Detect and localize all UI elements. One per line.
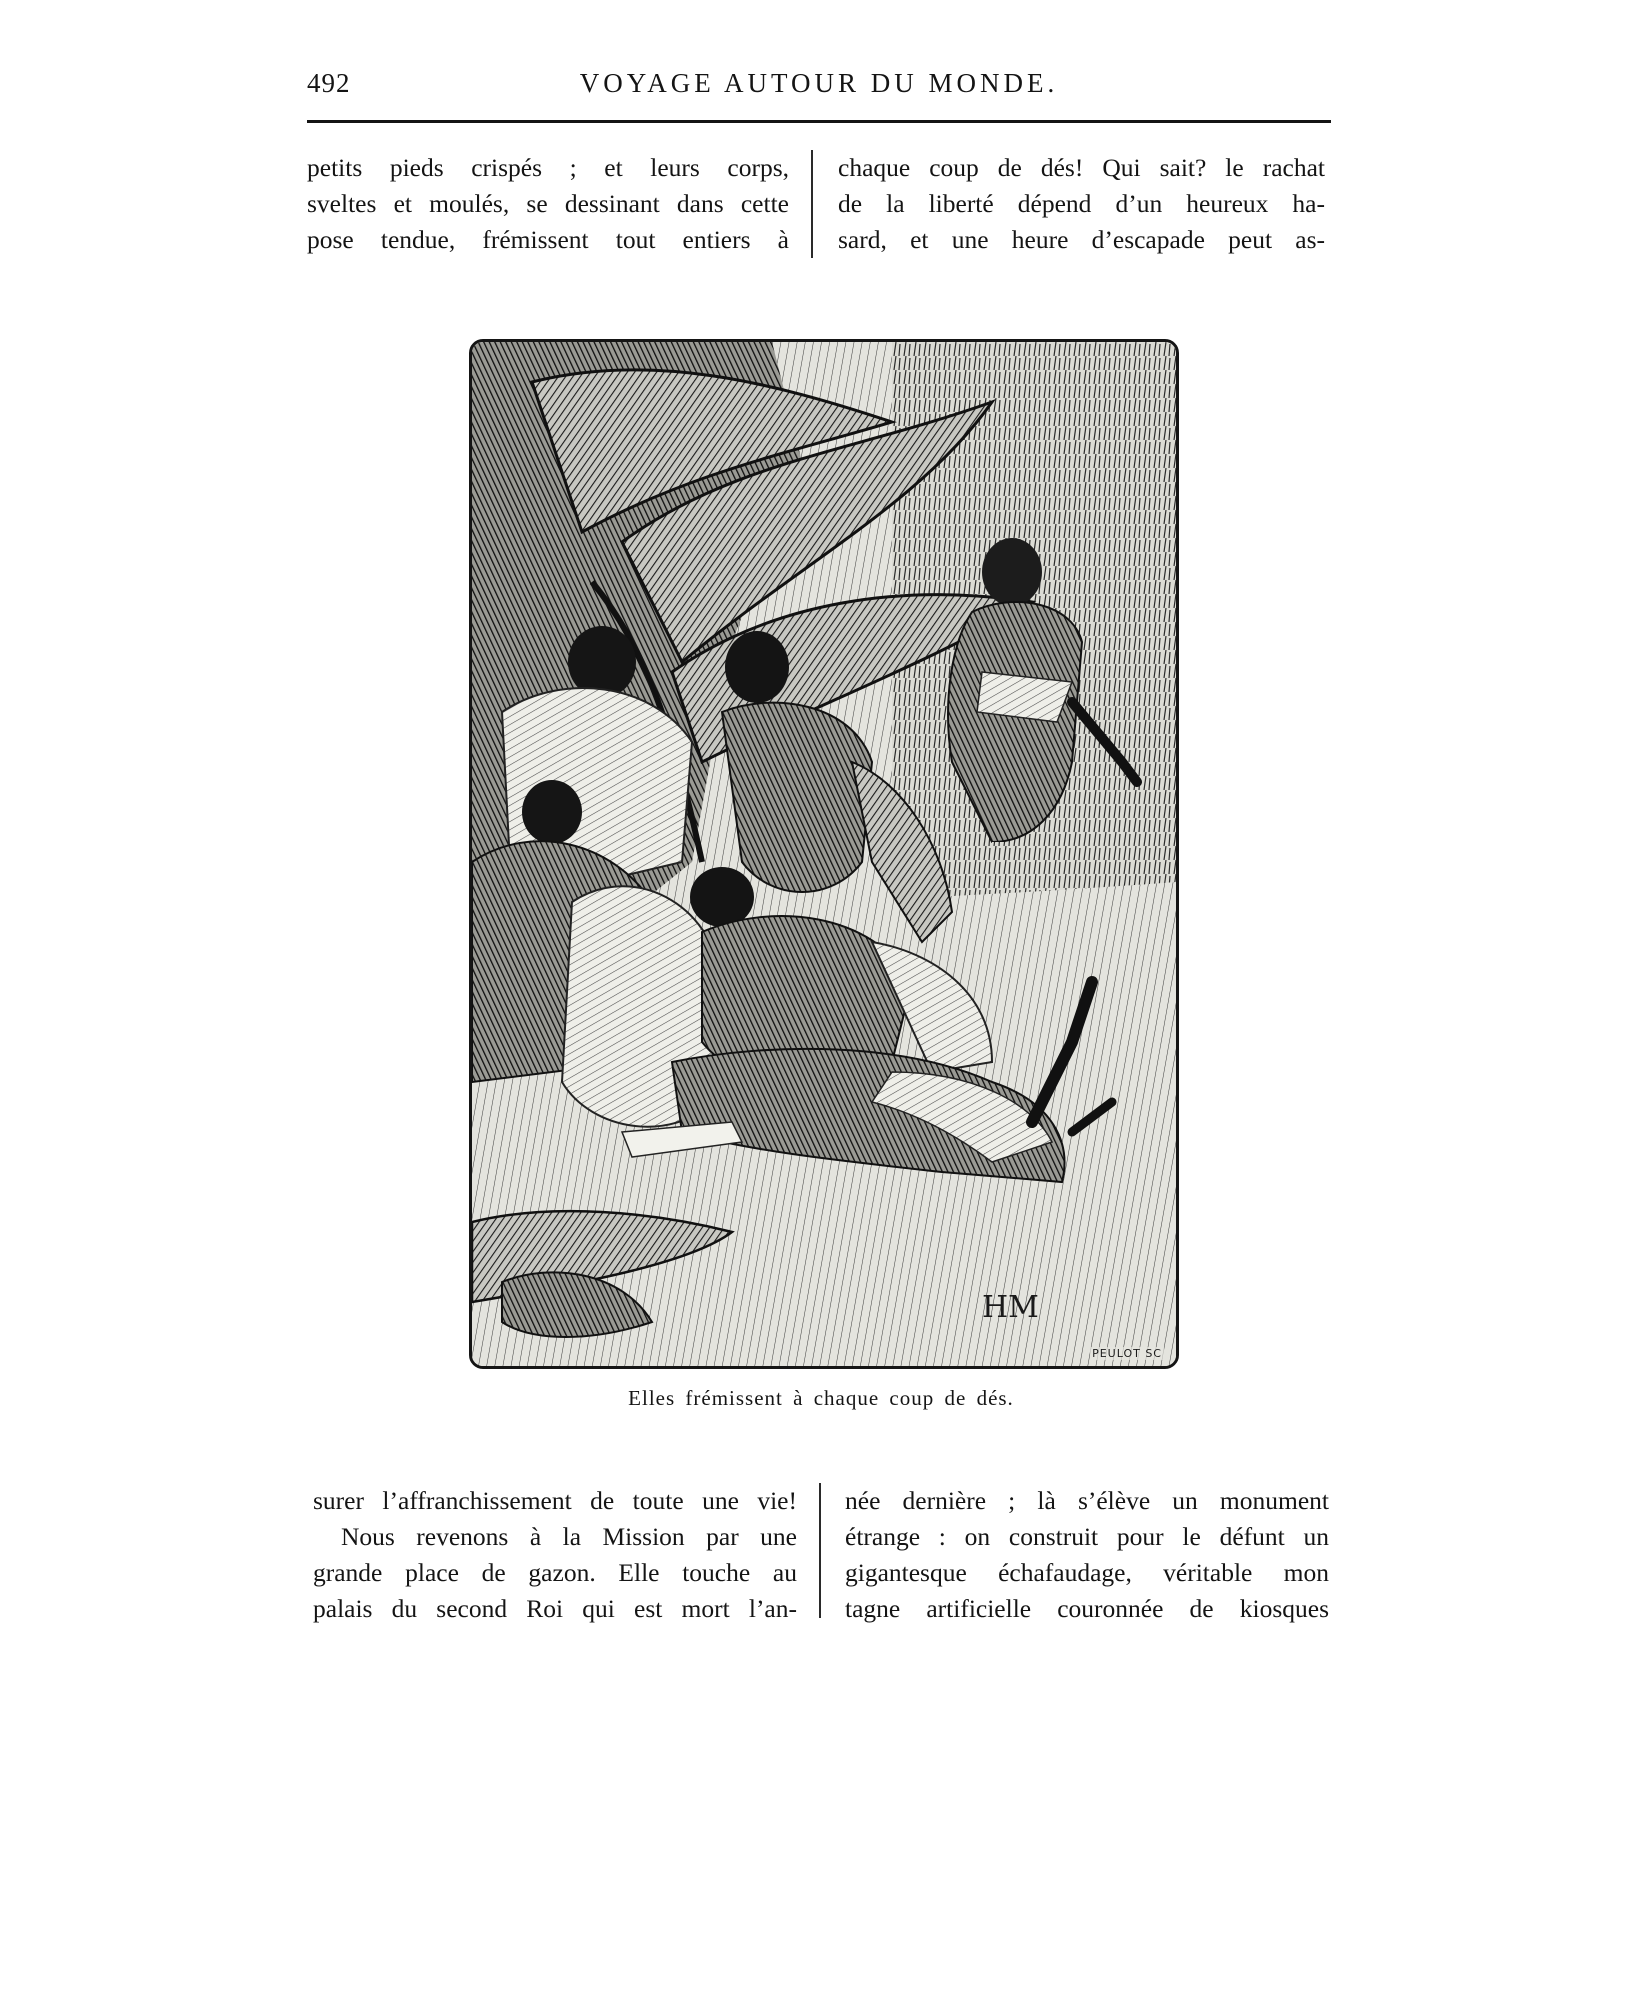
text-line: grande place de gazon. Elle touche au — [313, 1558, 797, 1587]
text-line: sveltes et moulés, se dessinant dans cette — [307, 189, 789, 218]
running-head — [307, 62, 1331, 102]
text-line: de la liberté dépend d’un heureux ha- — [838, 189, 1325, 218]
page-number: 492 — [307, 68, 351, 98]
bottom-right-column — [845, 1483, 1329, 1627]
text-line: palais du second Roi qui est mort l’an- — [313, 1594, 797, 1623]
text-line: tagne artificielle couronnée de kiosques — [845, 1594, 1329, 1623]
text-line: chaque coup de dés! Qui sait? le rachat — [838, 153, 1325, 182]
engraving-illustration — [469, 339, 1179, 1369]
header-rule — [307, 120, 1331, 123]
text-line: sard, et une heure d’escapade peut as- — [838, 225, 1325, 254]
column-divider-top — [811, 150, 813, 258]
text-line: Nous revenons à la Mission par une — [341, 1522, 797, 1551]
text-line: pose tendue, frémissent tout entiers à — [307, 225, 789, 254]
running-title: VOYAGE AUTOUR DU MONDE. — [579, 68, 1059, 98]
text-line: petits pieds crispés ; et leurs corps, — [307, 153, 789, 182]
figure-caption: Elles frémissent à chaque coup de dés. — [628, 1386, 1014, 1410]
text-line: étrange : on construit pour le défunt un — [845, 1522, 1329, 1551]
top-left-column — [307, 150, 789, 258]
text-line: gigantesque échafaudage, véritable mon — [845, 1558, 1329, 1587]
text-line: née dernière ; là s’élève un monument — [845, 1486, 1329, 1515]
text-line: surer l’affranchissement de toute une vie! — [313, 1486, 797, 1515]
top-right-column — [838, 150, 1325, 258]
engraving-artwork — [472, 342, 1176, 1366]
column-divider-bottom — [819, 1483, 821, 1618]
engraver-signature: PEULOT SC — [1092, 1347, 1162, 1360]
artist-monogram: HM — [982, 1290, 1039, 1325]
bottom-left-column — [313, 1483, 797, 1627]
